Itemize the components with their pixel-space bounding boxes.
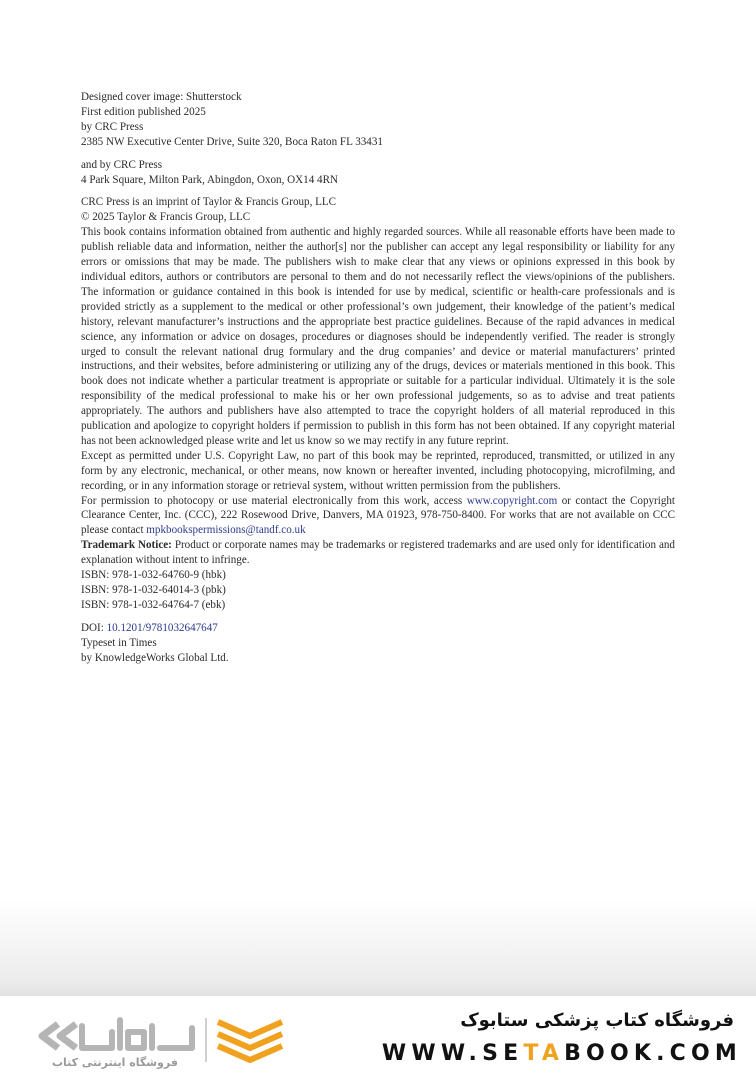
isbn-line: ISBN: 978-1-032-64764-7 (ebk) <box>81 598 226 611</box>
copyright-link[interactable]: www.copyright.com <box>466 494 558 507</box>
typeset-block <box>81 636 675 666</box>
isbn-line: ISBN: 978-1-032-64760-9 (hbk) <box>81 569 226 582</box>
edition-line: First edition published 2025 <box>81 105 206 118</box>
url-part: WWW.SE <box>381 1041 524 1066</box>
imprint-note: CRC Press is an imprint of Taylor & Francis Group, LLC <box>81 196 337 209</box>
publisher-line: by CRC Press <box>81 120 144 133</box>
trademark-notice <box>81 538 675 568</box>
disclaimer-paragraph: This book contains information obtained from authentic and highly regarded sources. While all reasonable efforts have been made to publish reliable data and information, neither the author[s] nor the publisher can accept any legal responsibility or liability for any errors or omissions that may be made. The publishers wish to make clear that any views or opinions expressed in this book by individual editors, authors or contributors are personal to them and do not necessarily reflect the views/opinions of the publishers. The information or guidance contained in this book is intended for use by medical, scientific or health-care professionals and is provided strictly as a supplement to the medical or other professional’s own judgement, their knowledge of the patient’s medical history, relevant manufacturer’s instructions and the appropriate best practice guidelines. Because of the rapid advances in medical science, any information or advice on dosages, procedures or diagnoses should be independently verified. The reader is strongly urged to consult the relevant national drug formulary and the drug companies’ and device or material manufacturers’ printed instructions, and their websites, before administering or utilizing any of the drugs, devices or materials mentioned in this book. This book does not indicate whether a particular treatment is appropriate or suitable for a particular individual. Ultimately it is the sole responsibility of the medical professional to make his or her own professional judgements, so as to advise and treat patients appropriately. The authors and publishers have also attempted to trace the copyright holders of all material reproduced in this publication and apologize to copyright holders if permission to publish in this form has not been obtained. If any copyright material has not been acknowledged please write and let us know so we may rectify in any future reprint. <box>81 226 675 447</box>
trademark-label: Trademark Notice: <box>81 539 172 552</box>
publisher-address: 4 Park Square, Milton Park, Abingdon, Oxon, OX14 4RN <box>81 173 338 186</box>
site-title: فروشگاه کتاب پزشکی ستابوک <box>460 1010 734 1031</box>
doi-link[interactable]: 10.1201/9781032647647 <box>106 621 218 634</box>
permissions-email-link[interactable]: mpkbookspermissions@tandf.co.uk <box>146 524 306 537</box>
url-accent: TA <box>523 1041 565 1066</box>
publisher-line: and by CRC Press <box>81 158 163 171</box>
edition-block <box>81 105 675 150</box>
doi-line <box>81 621 675 636</box>
page-bottom-shadow <box>0 900 756 996</box>
url-part: BOOK.COM <box>564 1041 742 1066</box>
copyright-page-body <box>81 90 675 674</box>
typeset-line: Typeset in Times <box>81 636 157 649</box>
watermark-banner <box>0 996 756 1080</box>
doi-label: DOI: <box>81 621 107 634</box>
site-url[interactable] <box>382 1041 742 1066</box>
second-publisher-block <box>81 158 675 188</box>
permission-text: For permission to photocopy or use material electronically from this work, access <box>81 494 467 507</box>
publisher-address: 2385 NW Executive Center Drive, Suite 320, Boca Raton FL 33431 <box>81 135 383 148</box>
setabook-logo <box>32 1012 302 1074</box>
copyright-notice: © 2025 Taylor & Francis Group, LLC <box>81 211 251 224</box>
isbn-block <box>81 568 675 613</box>
isbn-line: ISBN: 978-1-032-64014-3 (pbk) <box>81 584 226 596</box>
logo-subtitle: فروشگاه اینترنتی کتاب <box>52 1056 178 1069</box>
cover-image-credit: Designed cover image: Shutterstock <box>81 91 242 103</box>
permission-paragraph <box>81 494 675 539</box>
typeset-line: by KnowledgeWorks Global Ltd. <box>81 651 229 664</box>
permission-text: or contact the Copyright Clearance Center, Inc. (CCC), 222 Rosewood Drive, Danvers, MA 01923, 978-750-8400. For works that are not available on CCC please contact <box>81 494 675 537</box>
trademark-text: Product or corporate names may be trademarks or registered trademarks and are used only for identification and explanation without intent to infringe. <box>81 539 675 567</box>
copyright-law-paragraph: Except as permitted under U.S. Copyright Law, no part of this book may be reprinted, reproduced, transmitted, or utilized in any form by any electronic, mechanical, or other means, now known or hereafter invented, including photocopying, microfilming, and recording, or in any information storage or retrieval system, without written permission from the publishers. <box>81 449 675 492</box>
